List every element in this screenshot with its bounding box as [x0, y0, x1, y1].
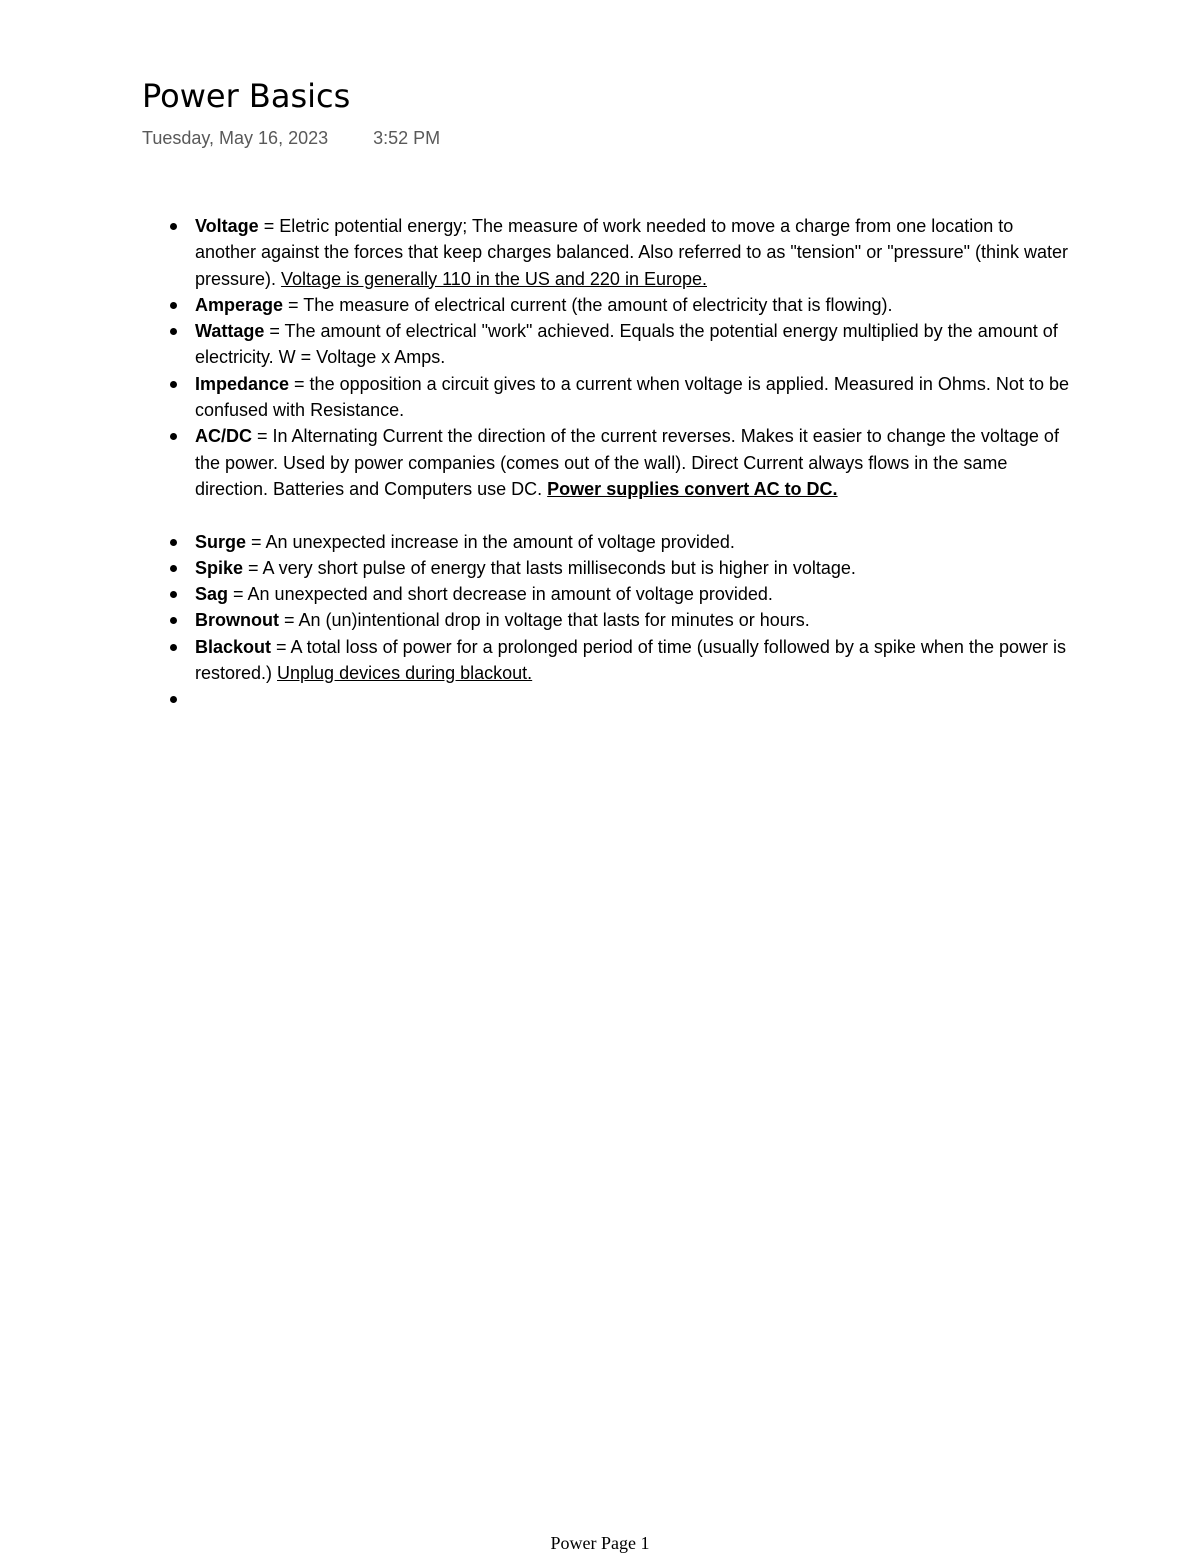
definition-wattage: = The amount of electrical "work" achieved. Equals the potential energy multiplied by the amount of electricity. W = Voltage x Amps. [195, 321, 1058, 368]
list-item-spike [142, 555, 1072, 581]
list-item-ac-dc [142, 423, 1072, 502]
definition-voltage: = Eletric potential energy; The measure of work needed to move a charge from one location to another against the forces that keep charges balanced. Also referred to as "tension" or "pressure" (think water pressure). [195, 216, 1069, 289]
definitions-list-power-events [142, 529, 1072, 713]
term-voltage: Voltage [195, 216, 259, 236]
term-ac-dc: AC/DC [195, 426, 252, 447]
bullet-icon [170, 591, 177, 598]
list-item-voltage [142, 213, 1072, 292]
note-voltage-regions: Voltage is generally 110 in the US and 220 in Europe. [281, 268, 707, 289]
note-date: Tuesday, May 16, 2023 [142, 128, 329, 148]
bullet-icon [170, 696, 177, 703]
list-item-amperage [142, 292, 1072, 318]
list-item-blackout [142, 634, 1072, 687]
list-item-impedance [142, 371, 1072, 424]
note-power-supplies: Power supplies convert AC to DC. [547, 478, 838, 499]
term-brownout: Brownout [195, 610, 279, 631]
term-surge: Surge [195, 531, 247, 552]
bullet-icon [170, 433, 177, 440]
list-item-empty[interactable] [142, 686, 1072, 712]
bullet-icon [170, 539, 177, 546]
paragraph-spacer [142, 502, 1072, 528]
bullet-icon [170, 328, 177, 335]
definition-spike: = A very short pulse of energy that lasts milliseconds but is higher in voltage. [243, 557, 856, 578]
bullet-icon [170, 381, 177, 388]
term-amperage: Amperage [195, 294, 284, 315]
term-impedance: Impedance [195, 373, 290, 394]
definition-ac-dc: = In Alternating Current the direction of the current reverses. Makes it easier to change the voltage of the power. Used by power companies (comes out of the wall). Direct Current always flows in the same direction. Batteries and Computers use DC. [195, 426, 1059, 499]
list-item-sag [142, 581, 1072, 607]
term-wattage: Wattage [195, 321, 265, 342]
list-item-surge [142, 529, 1072, 555]
note-time: 3:52 PM [373, 128, 441, 148]
list-item-brownout [142, 607, 1072, 633]
bullet-icon [170, 565, 177, 572]
page-footer: Power Page 1 [550, 1533, 650, 1553]
term-sag: Sag [195, 584, 229, 605]
note-timestamp [142, 126, 440, 150]
bullet-icon [170, 223, 177, 230]
bullet-icon [170, 617, 177, 624]
definition-brownout: = An (un)intentional drop in voltage that lasts for minutes or hours. [278, 610, 810, 631]
definition-blackout: = A total loss of power for a prolonged period of time (usually followed by a spike when the power is restored.) [195, 636, 1066, 684]
definition-surge: = An unexpected increase in the amount of voltage provided. [246, 531, 735, 552]
definitions-list-power-terms [142, 213, 1072, 502]
page-title: Power Basics [142, 77, 351, 115]
bullet-icon [170, 644, 177, 651]
term-blackout: Blackout [195, 636, 272, 657]
list-item-wattage [142, 318, 1072, 371]
bullet-icon [170, 302, 177, 309]
note-body[interactable] [142, 213, 1072, 713]
definition-sag: = An unexpected and short decrease in amount of voltage provided. [228, 584, 773, 605]
note-unplug-devices: Unplug devices during blackout. [277, 663, 533, 684]
term-spike: Spike [195, 557, 244, 578]
definition-impedance: = the opposition a circuit gives to a current when voltage is applied. Measured in Ohms. Not to be confused with Resistance. [195, 373, 1069, 421]
definition-amperage: = The measure of electrical current (the amount of electricity that is flowing). [283, 294, 893, 315]
